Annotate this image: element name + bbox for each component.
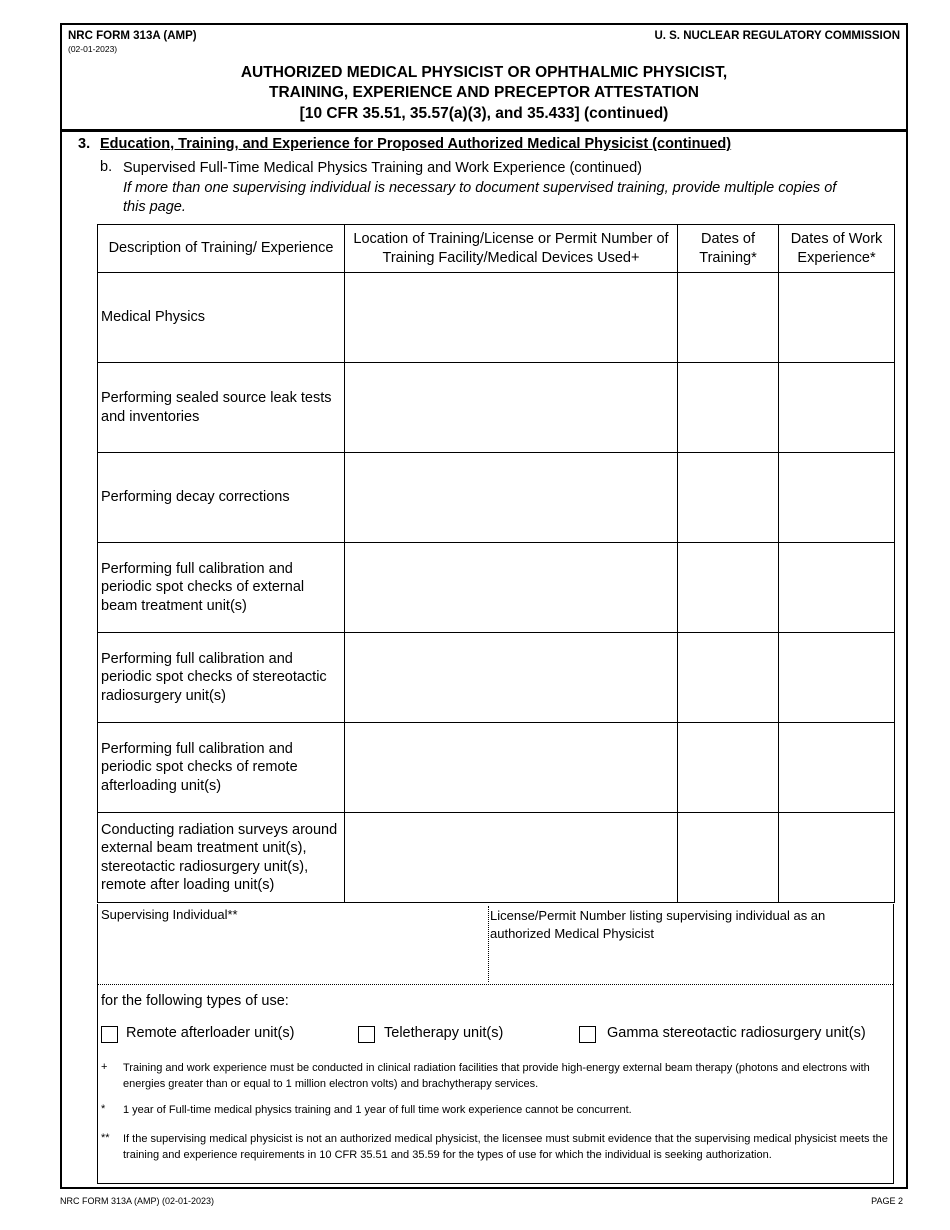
supervising-individual-field[interactable] <box>98 904 486 982</box>
header-divider <box>62 129 906 132</box>
training-table <box>97 224 895 903</box>
remote-afterloader-checkbox[interactable] <box>101 1026 118 1043</box>
table-header-row <box>98 225 895 273</box>
note-text: Training and work experience must be conducted in clinical radiation facilities that provide high-energy external beam therapy (photons and electrons with energies greater than or equal to 1 million electron volts) and brachytherapy services. <box>123 1062 870 1090</box>
dates-training-field[interactable] <box>678 723 779 813</box>
note-text: 1 year of Full-time medical physics training and 1 year of full time work experience cannot be concurrent. <box>123 1104 632 1116</box>
form-frame <box>60 23 908 1189</box>
table-row <box>98 813 895 903</box>
dates-work-field[interactable] <box>779 723 895 813</box>
note-mark: * <box>101 1103 106 1115</box>
row-description: Performing full calibration and periodic spot checks of stereotactic radiosurgery unit(s) <box>98 633 345 723</box>
row-description: Conducting radiation surveys around external beam treatment unit(s), stereotactic radiosurgery unit(s), remote after loading unit(s) <box>98 813 345 903</box>
subsection-title: Supervised Full-Time Medical Physics Training and Work Experience (continued) <box>123 160 642 176</box>
location-field[interactable] <box>345 453 678 543</box>
footer-form-id: NRC FORM 313A (AMP) (02-01-2023) <box>60 1196 215 1206</box>
col-header-description: Description of Training/ Experience <box>98 225 345 273</box>
table-row <box>98 363 895 453</box>
field-divider <box>488 906 489 982</box>
row-description: Performing full calibration and periodic spot checks of remote afterloading unit(s) <box>98 723 345 813</box>
note-text: If the supervising medical physicist is not an authorized medical physicist, the licensee must submit evidence that the supervising medical physicist meets the training and experience requirements in 10 CFR 35.51 and 35.59 for the types of use for which the individual is seeking authorization. <box>123 1133 888 1161</box>
note-mark: + <box>101 1061 108 1073</box>
location-field[interactable] <box>345 633 678 723</box>
supervisor-section <box>97 904 894 1184</box>
location-field[interactable] <box>345 813 678 903</box>
subsection-letter: b. <box>100 159 113 175</box>
supervising-individual-label: Supervising Individual** <box>101 907 238 922</box>
dates-work-field[interactable] <box>779 273 895 363</box>
table-row <box>98 633 895 723</box>
col-header-dates-work: Dates of Work Experience* <box>779 225 895 273</box>
dates-work-field[interactable] <box>779 633 895 723</box>
dates-training-field[interactable] <box>678 453 779 543</box>
dates-work-field[interactable] <box>779 543 895 633</box>
location-field[interactable] <box>345 363 678 453</box>
gamma-stereotactic-label: Gamma stereotactic radiosurgery unit(s) <box>607 1025 866 1041</box>
table-row <box>98 273 895 363</box>
agency-name: U. S. NUCLEAR REGULATORY COMMISSION <box>654 30 900 42</box>
dates-training-field[interactable] <box>678 633 779 723</box>
table-row <box>98 723 895 813</box>
dates-training-field[interactable] <box>678 363 779 453</box>
teletherapy-label: Teletherapy unit(s) <box>384 1025 504 1041</box>
row-description: Performing sealed source leak tests and inventories <box>98 363 345 453</box>
instruction-text: If more than one supervising individual is necessary to document supervised training, provide multiple copies of this page. <box>123 180 837 215</box>
dates-training-field[interactable] <box>678 813 779 903</box>
types-of-use-label: for the following types of use: <box>101 993 289 1009</box>
location-field[interactable] <box>345 723 678 813</box>
section-title: Education, Training, and Experience for Proposed Authorized Medical Physicist (continued) <box>100 136 732 152</box>
row-description: Performing full calibration and periodic spot checks of external beam treatment unit(s) <box>98 543 345 633</box>
row-description: Medical Physics <box>98 273 345 363</box>
form-title-line3: [10 CFR 35.51, 35.57(a)(3), and 35.433] (continued) <box>299 105 669 122</box>
dates-training-field[interactable] <box>678 273 779 363</box>
gamma-stereotactic-checkbox[interactable] <box>579 1026 596 1043</box>
location-field[interactable] <box>345 543 678 633</box>
col-header-location: Location of Training/License or Permit Number of Training Facility/Medical Devices Used+ <box>345 225 678 273</box>
license-number-field[interactable] <box>490 944 890 982</box>
location-field[interactable] <box>345 273 678 363</box>
license-number-label: License/Permit Number listing supervising individual as an authorized Medical Physicist <box>490 908 826 941</box>
table-row <box>98 543 895 633</box>
signature-line <box>98 984 893 985</box>
note-mark: ** <box>101 1132 110 1144</box>
section-number: 3. <box>78 136 91 152</box>
dates-training-field[interactable] <box>678 543 779 633</box>
table-row <box>98 453 895 543</box>
form-title-line1: AUTHORIZED MEDICAL PHYSICIST OR OPHTHALMIC PHYSICIST, <box>240 64 728 81</box>
page-number: PAGE 2 <box>871 1196 903 1206</box>
dates-work-field[interactable] <box>779 453 895 543</box>
form-id: NRC FORM 313A (AMP) <box>68 30 197 42</box>
teletherapy-checkbox[interactable] <box>358 1026 375 1043</box>
col-header-dates-training: Dates of Training* <box>678 225 779 273</box>
dates-work-field[interactable] <box>779 363 895 453</box>
row-description: Performing decay corrections <box>98 453 345 543</box>
form-date: (02-01-2023) <box>68 44 118 54</box>
remote-afterloader-label: Remote afterloader unit(s) <box>126 1025 295 1041</box>
form-title-line2: TRAINING, EXPERIENCE AND PRECEPTOR ATTESTATION <box>268 84 699 101</box>
dates-work-field[interactable] <box>779 813 895 903</box>
